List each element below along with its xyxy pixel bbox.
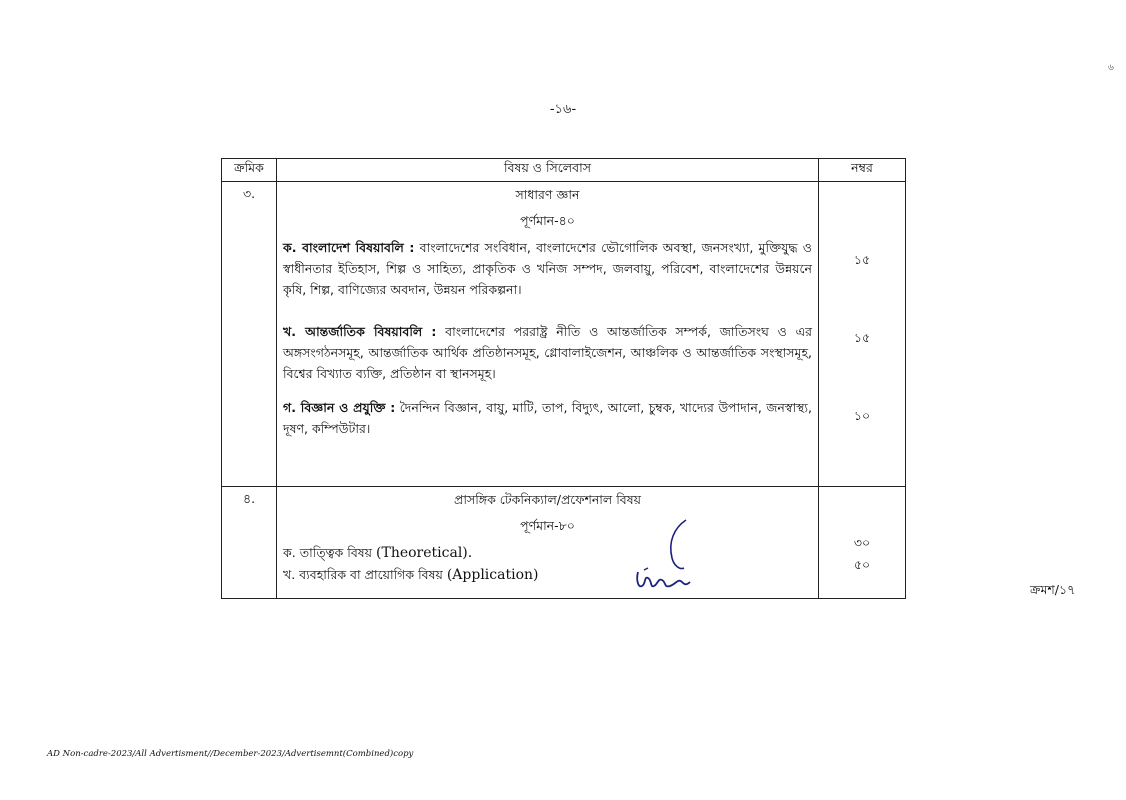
item-text: বাংলাদেশের পররাষ্ট্র নীতি ও আন্তর্জাতিক সম্পর্ক, জাতিসংঘ ও এর অঙ্গসংগঠনসমূহ, আন্তর্জাতিক আর্থিক প্রতিষ্ঠানসমূহ, গ্লোবালাইজেশন, আঞ্চলিক ও আন্তর্জাতিক সংস্থাসমূহ, বিশ্বের বিখ্যাত ব্যক্তি, প্রতিষ্ঠান বা স্থানসমূহ। — [283, 324, 812, 381]
row-marks — [819, 487, 906, 599]
syllabus-item — [283, 237, 812, 321]
item-marks: ১৫ — [853, 252, 871, 267]
section-title: প্রাসঙ্গিক টেকনিক্যাল/প্রফেশনাল বিষয় — [453, 492, 642, 507]
item-prefix: খ. ব্যবহারিক বা প্রায়োগিক বিষয় — [283, 567, 447, 582]
item-latin: (Theoretical). — [376, 545, 473, 561]
table-header-row — [222, 159, 906, 182]
row-serial: ৪. — [222, 487, 277, 599]
syllabus-item — [283, 397, 812, 439]
footer-file-path: AD Non-cadre-2023/All Advertisment//December-2023/Advertisemnt(Combined)copy — [47, 749, 414, 759]
item-text: বাংলাদেশের সংবিধান, বাংলাদেশের ভৌগোলিক অবস্থা, জনসংখ্যা, মুক্তিযুদ্ধ ও স্বাধীনতার ইতিহাস, শিল্প ও সাহিত্য, প্রাকৃতিক ও খনিজ সম্পদ, জলবায়ু, পরিবেশ, বাংলাদেশের উন্নয়নে কৃষি, শিল্প, বাণিজ্যের অবদান, উন্নয়ন পরিকল্পনা। — [283, 240, 812, 297]
page-number: -১৬- — [549, 102, 577, 117]
header-serial: ক্রমিক — [222, 159, 277, 182]
row-marks — [819, 182, 906, 487]
item-text: দৈনন্দিন বিজ্ঞান, বায়ু, মাটি, তাপ, বিদ্যুৎ, আলো, চুম্বক, খাদ্যের উপাদান, জনস্বাস্থ্য, দূষণ, কম্পিউটার। — [283, 400, 812, 436]
continued-note: ক্রমশ/১৭ — [1030, 582, 1076, 597]
item-marks: ১০ — [853, 408, 871, 423]
signature-icon — [624, 518, 704, 598]
section-title: সাধারণ জ্ঞান — [515, 187, 580, 202]
header-marks: নম্বর — [819, 159, 906, 182]
table-row — [222, 487, 906, 599]
item-prefix: ক. তাত্ত্বিক বিষয় — [283, 545, 377, 560]
item-heading: গ. বিজ্ঞান ও প্রযুক্তি : — [283, 400, 396, 415]
row-serial: ৩. — [222, 182, 277, 487]
row-content — [277, 487, 819, 599]
section-full-marks: পূর্ণমান-৪০ — [520, 213, 575, 228]
item-marks: ১৫ — [853, 330, 871, 345]
item-latin: (Application) — [446, 567, 539, 583]
item-heading: খ. আন্তর্জাতিক বিষয়াবলি : — [283, 324, 437, 339]
syllabus-table — [221, 158, 906, 599]
corner-mark: ৬ — [1108, 63, 1114, 73]
item-marks: ৩০ — [853, 535, 871, 550]
item-heading: ক. বাংলাদেশ বিষয়াবলি : — [283, 240, 415, 255]
syllabus-item — [283, 321, 812, 397]
row-content — [277, 182, 819, 487]
item-marks: ৫০ — [853, 557, 871, 572]
syllabus-item — [283, 542, 812, 564]
section-full-marks: পূর্ণমান-৮০ — [520, 518, 575, 533]
syllabus-item — [283, 564, 812, 586]
table-row — [222, 182, 906, 487]
header-subject: বিষয় ও সিলেবাস — [277, 159, 819, 182]
